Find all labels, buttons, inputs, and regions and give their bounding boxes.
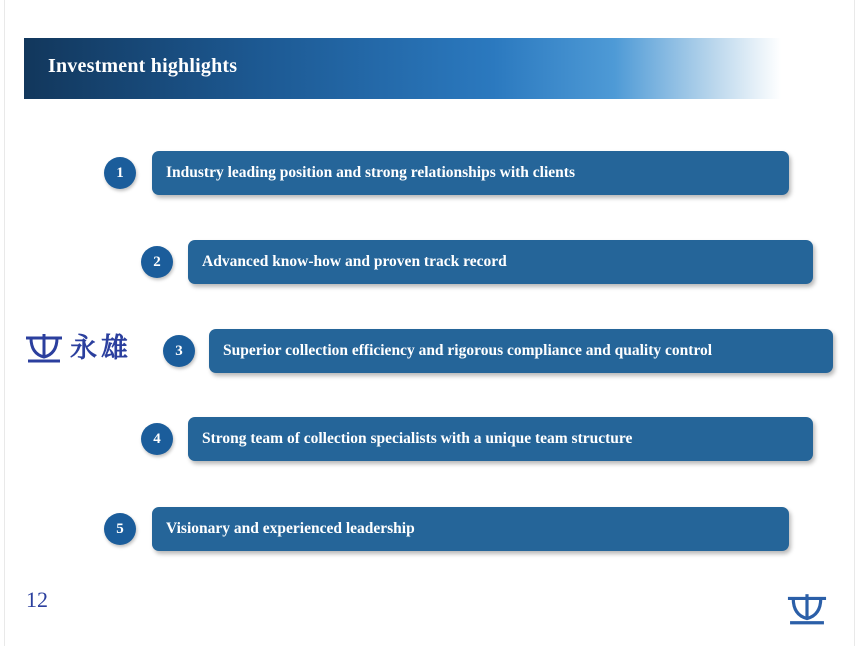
highlight-bar	[209, 329, 833, 373]
highlight-row	[0, 417, 859, 461]
highlight-number-badge: 2	[141, 246, 173, 278]
highlight-row	[0, 240, 859, 284]
highlight-bar	[188, 240, 813, 284]
corner-logo-icon	[783, 591, 831, 627]
highlight-bar-label: Superior collection efficiency and rigorous compliance and quality control	[223, 342, 713, 359]
highlight-bar	[188, 417, 813, 461]
highlight-row	[0, 507, 859, 551]
highlight-bar	[152, 151, 789, 195]
company-logo-text: 永雄	[70, 332, 132, 364]
highlight-bar-label: Strong team of collection specialists with a unique team structure	[202, 430, 633, 447]
highlight-number-badge: 4	[141, 423, 173, 455]
highlight-bar	[152, 507, 789, 551]
highlight-bar-label: Industry leading position and strong relationships with clients	[166, 164, 575, 181]
company-logo-mark-icon	[22, 331, 66, 365]
highlight-bar-label: Advanced know-how and proven track record	[202, 253, 507, 270]
page-title: Investment highlights	[48, 55, 238, 77]
title-banner	[24, 38, 781, 99]
highlight-number-badge: 1	[104, 157, 136, 189]
page-number: 12	[26, 587, 48, 612]
highlight-number-badge: 5	[104, 513, 136, 545]
highlight-number-badge: 3	[163, 335, 195, 367]
highlight-bar-label: Visionary and experienced leadership	[166, 520, 415, 537]
highlight-row	[0, 151, 859, 195]
company-logo	[22, 328, 157, 368]
